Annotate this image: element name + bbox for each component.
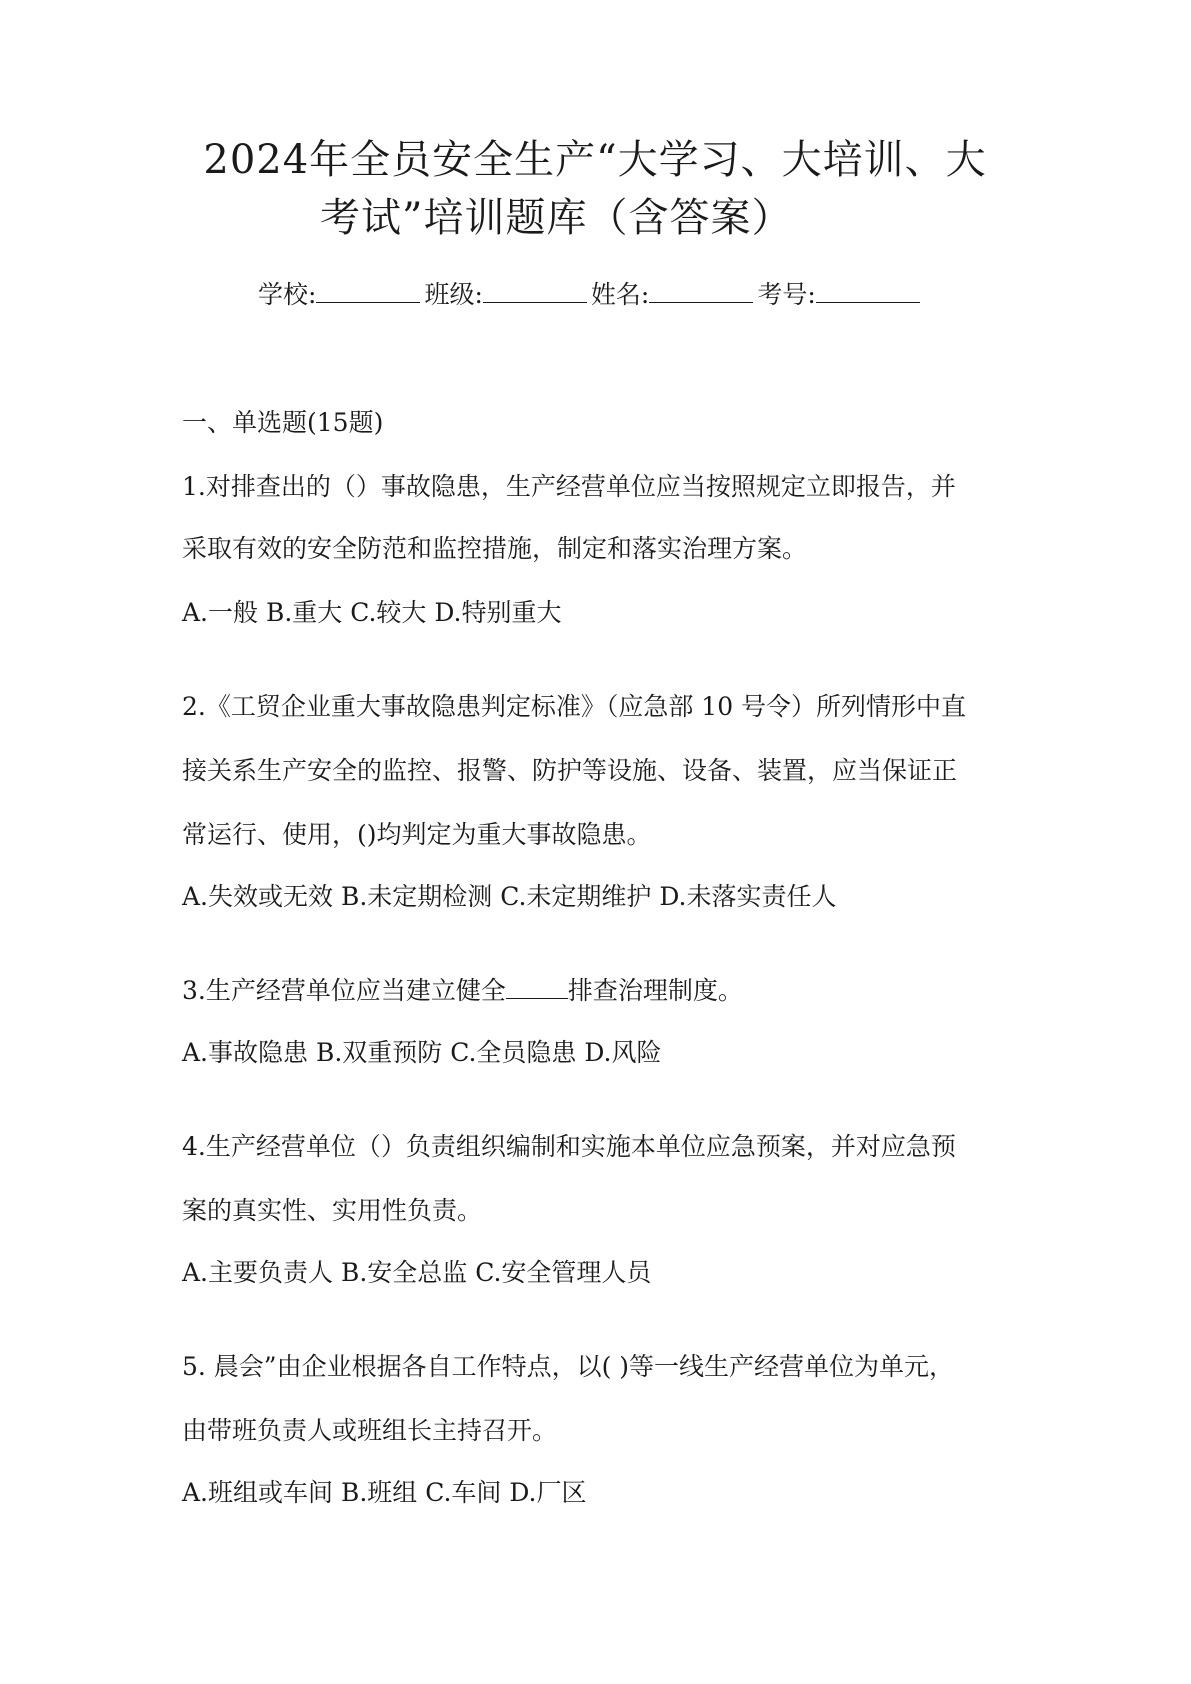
question-3-line-1 [182, 974, 743, 1008]
section-heading: 一、单选题(15题) [182, 408, 384, 437]
question-4-options: A.主要负责人 B.安全总监 C.安全管理人员 [182, 1258, 652, 1287]
question-5-options: A.班组或车间 B.班组 C.车间 D.厂区 [182, 1478, 587, 1507]
student-info-row [258, 276, 924, 312]
class-blank [483, 276, 587, 303]
name-label: 姓名: [590, 280, 650, 309]
question-3-text-after: 排查治理制度。 [567, 976, 743, 1005]
question-4-line-1: 4.生产经营单位（）负责组织编制和实施本单位应急预案，并对应急预 [182, 1132, 956, 1161]
question-1-options: A.一般 B.重大 C.较大 D.特别重大 [182, 598, 562, 627]
question-2-line-2: 接关系生产安全的监控、报警、防护等设施、设备、装置，应当保证正 [182, 756, 958, 785]
question-5-line-1: 5. 晨会”由企业根据各自工作特点，以( )等一线生产经营单位为单元， [182, 1352, 955, 1381]
question-2-line-1: 2.《工贸企业重大事故隐患判定标准》（应急部 10 号令）所列情形中直 [182, 692, 967, 721]
question-2-line-3: 常运行、使用，()均判定为重大事故隐患。 [182, 820, 652, 849]
question-3-blank [506, 974, 568, 999]
question-2-options: A.失效或无效 B.未定期检测 C.未定期维护 D.未落实责任人 [182, 882, 837, 911]
question-5-line-2: 由带班负责人或班组长主持召开。 [182, 1416, 558, 1445]
class-label: 班级: [424, 280, 483, 309]
question-3-options: A.事故隐患 B.双重预防 C.全员隐患 D.风险 [182, 1038, 662, 1067]
question-4-line-2: 案的真实性、实用性负责。 [182, 1196, 483, 1225]
exam-no-blank [816, 276, 920, 303]
document-title-line-2: 考试”培训题库（含答案） [320, 195, 793, 241]
document-title-line-1: 2024年全员安全生产“大学习、大培训、大 [203, 137, 987, 183]
school-blank [316, 276, 420, 303]
name-blank [649, 276, 753, 303]
question-1-line-2: 采取有效的安全防范和监控措施，制定和落实治理方案。 [182, 534, 808, 563]
exam-no-label: 考号: [757, 280, 816, 309]
school-label: 学校: [258, 280, 317, 309]
question-1-line-1: 1.对排查出的（）事故隐患，生产经营单位应当按照规定立即报告，并 [182, 472, 956, 501]
question-3-text-before: 3.生产经营单位应当建立健全 [182, 976, 506, 1005]
